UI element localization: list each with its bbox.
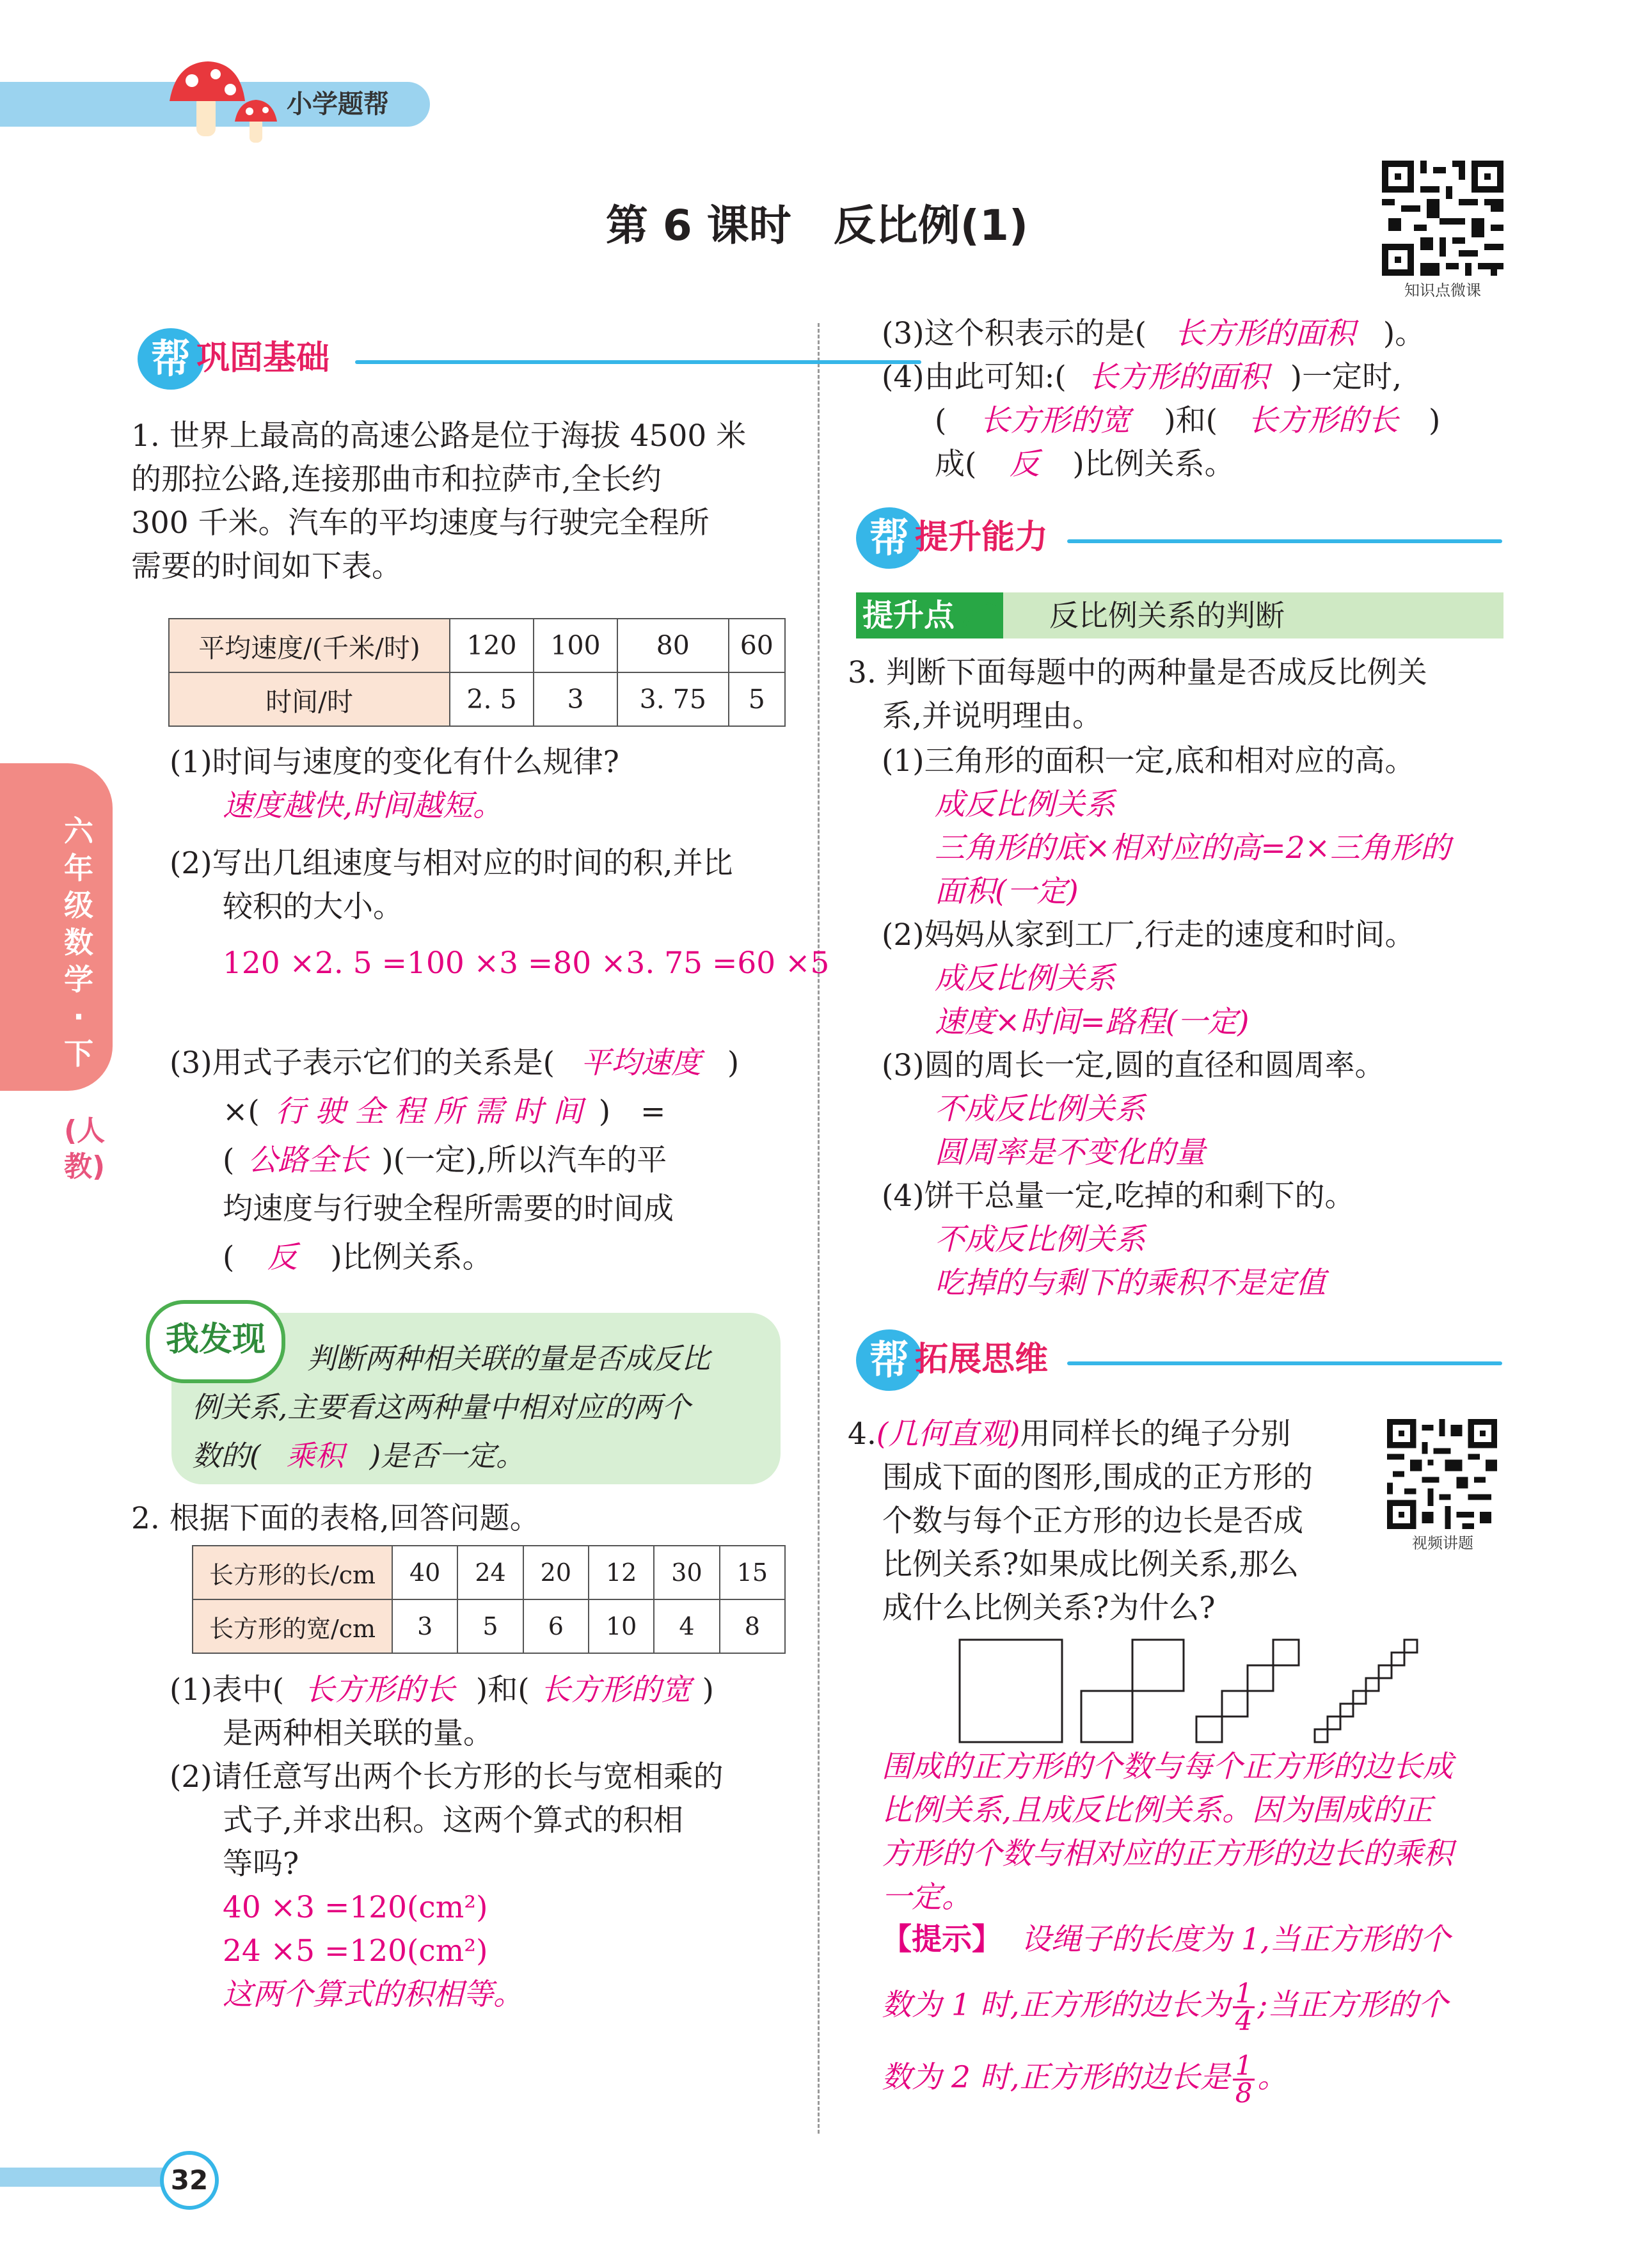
mushroom-logo-icon — [163, 56, 282, 146]
list-item: (1)三角形的面积一定,底和相对应的高。 — [882, 743, 1415, 779]
q1-part3: (3)用式子表示它们的关系是( 平均速度 ) ×( 行 驶 全 程 所 需 时 间 ) = ( 公路全长 )(一定),所以汽车的平 均速度与行驶全程所需要的时间成 ( 反 )比例关系。 — [170, 1045, 740, 1275]
table-row-label: 长方形的宽/cm — [193, 1599, 392, 1653]
figure-squares-8 — [1315, 1640, 1417, 1742]
speed-time-table: 平均速度/(千米/时) 120 100 80 60 时间/时 2. 5 3 3. 75 5 — [168, 618, 786, 727]
section-header-basic — [138, 323, 790, 393]
section-rule — [355, 360, 921, 364]
section-badge: 帮 — [856, 1329, 923, 1391]
section-title: 拓展思维 — [915, 1340, 1049, 1379]
q4-hint: 【提示】 设绳子的长度为 1,当正方形的个 数为 1 时,正方形的边长为 $\frac{1}{4}$ ;当正方形的个 数为 2 时,正方形的边长是 $\frac{1}{8}$ 。 — [882, 1922, 1450, 2109]
page-number-bar — [0, 2168, 186, 2187]
section-badge: 帮 — [856, 507, 923, 569]
section-title: 巩固基础 — [196, 339, 330, 377]
section-title: 提升能力 — [915, 518, 1049, 557]
brand-label: 小学题帮 — [287, 90, 389, 119]
question-3-items: (1)三角形的面积一定,底和相对应的高。 成反比例关系 三角形的底×相对应的高=2×三角形的 面积(一定) (2)妈妈从家到工厂,行走的速度和时间。 成反比例关系 速度×时间=路程(一定) (3)圆的周长一定,圆的直径和圆周率。 不成反比例关系 圆周率是不变化的量 (4)饼干总量一定,吃掉的和剩下的。 不成反比例关系 吃掉的与剩下的乘积不是定值 — [882, 740, 1509, 1305]
question-2-stem: 2. 根据下面的表格,回答问题。 — [131, 1501, 540, 1536]
q1-part1: (1)时间与速度的变化有什么规律? — [170, 745, 619, 780]
section-rule — [1067, 539, 1502, 543]
video-qr-code-icon[interactable] — [1387, 1419, 1497, 1529]
figure-square-1 — [960, 1640, 1062, 1742]
figure-squares-4 — [1196, 1640, 1299, 1742]
list-item: (3)圆的周长一定,圆的直径和圆周率。 — [882, 1048, 1385, 1083]
table-row-label: 时间/时 — [169, 672, 450, 726]
qr-caption: 知识点微课 — [1404, 282, 1481, 299]
key-point-title: 反比例关系的判断 — [1049, 598, 1285, 633]
q2-answer2: 40 ×3 =120(cm²) 24 ×5 =120(cm²) 这两个算式的积相等。 — [223, 1890, 523, 2012]
list-item: (4)饼干总量一定,吃掉的和剩下的。 — [882, 1178, 1355, 1214]
grade-label: 六年级数学·下 — [64, 814, 93, 1071]
q2-parts-3-4: (3)这个积表示的是( 长方形的面积 )。 (4)由此可知:( 长方形的面积 )一定时, ( 长方形的宽 )和( 长方形的长 ) 成( 反 )比例关系。 — [882, 316, 1441, 482]
section-badge: 帮 — [138, 328, 204, 390]
table-row-label: 长方形的长/cm — [193, 1546, 392, 1599]
column-divider — [818, 323, 820, 2134]
question-3-stem: 3. 判断下面每题中的两种量是否成反比例关 系,并说明理由。 — [848, 655, 1427, 734]
q4-answer: 围成的正方形的个数与每个正方形的边长成 比例关系,且成反比例关系。因为围成的正 方形的个数与相对应的正方形的边长的乘积 一定。 — [882, 1749, 1453, 1915]
page-title: 第 6 课时 反比例(1) — [605, 201, 1029, 250]
discovery-badge: 我发现 — [146, 1300, 285, 1383]
q1-answer1: 速度越快,时间越短。 — [223, 788, 503, 823]
q2-part1: (1)表中( 长方形的长 )和( 长方形的宽 ) 是两种相关联的量。 — [170, 1672, 714, 1751]
fraction-one-quarter: $\frac{1}{4}$ — [1233, 1981, 1255, 2034]
arrow-icon — [960, 599, 1004, 632]
rectangle-table: 长方形的长/cm 40 24 20 12 30 15 长方形的宽/cm 3 5 6 10 4 8 — [192, 1545, 786, 1654]
q1-part2: (2)写出几组速度与相对应的时间的积,并比 较积的大小。 — [170, 846, 733, 924]
section-rule — [1067, 1361, 1502, 1365]
q1-answer2: 120 ×2. 5 =100 ×3 =80 ×3. 75 =60 ×5 — [223, 946, 830, 981]
section-header-extend — [856, 1324, 1502, 1395]
key-point-badge: 提升点 — [856, 592, 1003, 638]
squares-figure — [956, 1637, 1430, 1749]
q2-part2: (2)请任意写出两个长方形的长与宽相乘的 式子,并求出积。这两个算式的积相 等吗? — [170, 1759, 724, 1882]
table-row-label: 平均速度/(千米/时) — [169, 619, 450, 672]
list-item: (2)妈妈从家到工厂,行走的速度和时间。 — [882, 917, 1415, 953]
figure-squares-2 — [1081, 1640, 1184, 1742]
qr-code-icon[interactable] — [1382, 160, 1503, 276]
question-4-stem: 4.(几何直观)用同样长的绳子分别 围成下面的图形,围成的正方形的 个数与每个正方形的边长是否成 比例关系?如果成比例关系,那么 成什么比例关系?为什么? — [848, 1416, 1313, 1626]
page-number: 32 — [160, 2151, 219, 2210]
video-qr-caption: 视频讲题 — [1412, 1534, 1473, 1552]
section-header-improve — [856, 502, 1502, 573]
fraction-one-eighth: $\frac{1}{8}$ — [1233, 2053, 1255, 2106]
question-1-stem: 1. 世界上最高的高速公路是位于海拔 4500 米 的那拉公路,连接那曲市和拉萨市,全长约 300 千米。汽车的平均速度与行驶完全程所 需要的时间如下表。 — [131, 418, 747, 584]
edition-label: (人教) — [64, 1114, 106, 1183]
discovery-text: 判断两种相关联的量是否成反比 例关系,主要看这两种量中相对应的两个 数的( 乘积 )是否一定。 — [192, 1342, 711, 1473]
